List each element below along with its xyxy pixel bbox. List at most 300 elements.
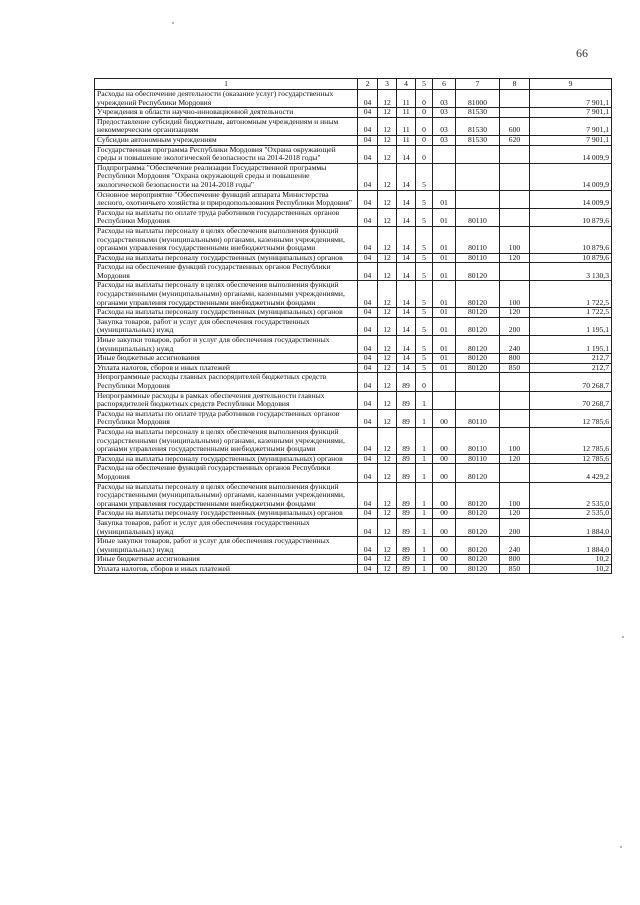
code-cell: 80110 bbox=[456, 208, 500, 226]
code-cell: 12 bbox=[378, 108, 397, 118]
code-cell bbox=[456, 391, 500, 409]
code-cell: 04 bbox=[358, 117, 378, 135]
code-cell: 5 bbox=[416, 363, 433, 373]
code-cell: 80110 bbox=[456, 409, 500, 427]
row-name-cell: Основное мероприятие "Обеспечение функций аппарата Министерства лесного, охотничьего хозяйства и природопользования Республики Мордовия" bbox=[95, 190, 358, 208]
row-name-cell: Расходы на выплаты персоналу государственных (муниципальных) органов bbox=[95, 509, 358, 519]
code-cell: 01 bbox=[433, 226, 456, 253]
amount-cell: 4 429,2 bbox=[530, 464, 612, 482]
code-cell: 00 bbox=[433, 454, 456, 464]
code-cell: 12 bbox=[378, 518, 397, 536]
code-cell: 12 bbox=[378, 409, 397, 427]
amount-cell: 7 901,1 bbox=[530, 135, 612, 145]
code-cell: 14 bbox=[397, 317, 416, 335]
code-cell: 120 bbox=[500, 509, 530, 519]
code-cell: 1 bbox=[416, 427, 433, 454]
amount-cell: 2 535,0 bbox=[530, 482, 612, 509]
row-name-cell: Расходы на выплаты персоналу в целях обеспечения выполнения функций государственными (муниципальными) органами, казенными учреждениями, органами управления государственными внебюджетными фондами bbox=[95, 281, 358, 308]
table-row bbox=[95, 281, 612, 308]
table-row bbox=[95, 482, 612, 509]
code-cell: 14 bbox=[397, 163, 416, 190]
code-cell: 01 bbox=[433, 354, 456, 364]
code-cell: 12 bbox=[378, 135, 397, 145]
code-cell: 1 bbox=[416, 555, 433, 565]
code-cell: 12 bbox=[378, 509, 397, 519]
code-cell: 14 bbox=[397, 336, 416, 354]
code-cell: 1 bbox=[416, 509, 433, 519]
scan-speck bbox=[620, 846, 622, 848]
code-cell: 80120 bbox=[456, 537, 500, 555]
code-cell bbox=[433, 163, 456, 190]
code-cell: 00 bbox=[433, 509, 456, 519]
amount-cell: 212,7 bbox=[530, 363, 612, 373]
row-name-cell: Расходы на выплаты персоналу государственных (муниципальных) органов bbox=[95, 308, 358, 318]
code-cell: 01 bbox=[433, 253, 456, 263]
code-cell: 04 bbox=[358, 363, 378, 373]
amount-cell: 14 009,9 bbox=[530, 145, 612, 163]
amount-cell: 1 884,0 bbox=[530, 518, 612, 536]
code-cell: 89 bbox=[397, 427, 416, 454]
header-cell: 8 bbox=[500, 79, 530, 90]
table-row bbox=[95, 190, 612, 208]
code-cell: 0 bbox=[416, 90, 433, 108]
code-cell: 80120 bbox=[456, 308, 500, 318]
code-cell: 5 bbox=[416, 163, 433, 190]
code-cell: 03 bbox=[433, 90, 456, 108]
table-row bbox=[95, 454, 612, 464]
code-cell: 12 bbox=[378, 427, 397, 454]
code-cell: 5 bbox=[416, 317, 433, 335]
row-name-cell: Иные бюджетные ассигнования bbox=[95, 555, 358, 565]
table-row bbox=[95, 518, 612, 536]
code-cell: 11 bbox=[397, 108, 416, 118]
row-name-cell: Расходы на выплаты персоналу государственных (муниципальных) органов bbox=[95, 253, 358, 263]
row-name-cell: Непрограммные расходы главных распорядителей бюджетных средств Республики Мордовия bbox=[95, 373, 358, 391]
code-cell: 00 bbox=[433, 409, 456, 427]
amount-cell: 70 268,7 bbox=[530, 391, 612, 409]
code-cell: 04 bbox=[358, 509, 378, 519]
code-cell: 01 bbox=[433, 363, 456, 373]
header-cell: 5 bbox=[416, 79, 433, 90]
row-name-cell: Иные закупки товаров, работ и услуг для обеспечения государственных (муниципальных) нужд bbox=[95, 537, 358, 555]
code-cell: 240 bbox=[500, 537, 530, 555]
code-cell: 89 bbox=[397, 564, 416, 574]
code-cell bbox=[500, 373, 530, 391]
code-cell bbox=[500, 208, 530, 226]
amount-cell: 1 195,1 bbox=[530, 336, 612, 354]
code-cell: 5 bbox=[416, 263, 433, 281]
amount-cell: 12 785,6 bbox=[530, 409, 612, 427]
row-name-cell: Субсидии автономным учреждениям bbox=[95, 135, 358, 145]
amount-cell: 7 901,1 bbox=[530, 108, 612, 118]
amount-cell: 12 785,6 bbox=[530, 454, 612, 464]
code-cell: 5 bbox=[416, 336, 433, 354]
row-name-cell: Расходы на выплаты персоналу в целях обеспечения выполнения функций государственными (муниципальными) органами, казенными учреждениями, органами управления государственными внебюджетными фондами bbox=[95, 226, 358, 253]
row-name-cell: Государственная программа Республики Мордовия "Охрана окружающей среды и повышение экологической безопасности на 2014-2018 годы" bbox=[95, 145, 358, 163]
code-cell: 12 bbox=[378, 117, 397, 135]
code-cell: 89 bbox=[397, 464, 416, 482]
code-cell bbox=[500, 145, 530, 163]
code-cell: 04 bbox=[358, 163, 378, 190]
code-cell: 100 bbox=[500, 427, 530, 454]
code-cell: 14 bbox=[397, 145, 416, 163]
amount-cell: 70 268,7 bbox=[530, 373, 612, 391]
code-cell: 120 bbox=[500, 308, 530, 318]
row-name-cell: Расходы на обеспечение функций государственных органов Республики Мордовия bbox=[95, 263, 358, 281]
code-cell: 80120 bbox=[456, 564, 500, 574]
code-cell: 80110 bbox=[456, 253, 500, 263]
code-cell: 100 bbox=[500, 482, 530, 509]
code-cell: 89 bbox=[397, 537, 416, 555]
page-number: 66 bbox=[576, 46, 588, 60]
code-cell: 81530 bbox=[456, 108, 500, 118]
code-cell: 12 bbox=[378, 317, 397, 335]
amount-cell: 2 535,0 bbox=[530, 509, 612, 519]
code-cell: 04 bbox=[358, 90, 378, 108]
table-row bbox=[95, 409, 612, 427]
code-cell: 80120 bbox=[456, 317, 500, 335]
code-cell: 0 bbox=[416, 117, 433, 135]
code-cell: 12 bbox=[378, 555, 397, 565]
table-row bbox=[95, 391, 612, 409]
code-cell: 03 bbox=[433, 135, 456, 145]
table-body bbox=[95, 90, 612, 574]
code-cell: 80120 bbox=[456, 509, 500, 519]
code-cell: 1 bbox=[416, 391, 433, 409]
code-cell bbox=[433, 145, 456, 163]
code-cell: 12 bbox=[378, 354, 397, 364]
code-cell: 12 bbox=[378, 537, 397, 555]
code-cell: 1 bbox=[416, 564, 433, 574]
code-cell: 12 bbox=[378, 373, 397, 391]
code-cell: 12 bbox=[378, 464, 397, 482]
code-cell: 04 bbox=[358, 373, 378, 391]
code-cell: 89 bbox=[397, 391, 416, 409]
code-cell: 00 bbox=[433, 482, 456, 509]
amount-cell: 10,2 bbox=[530, 555, 612, 565]
amount-cell: 212,7 bbox=[530, 354, 612, 364]
code-cell: 03 bbox=[433, 108, 456, 118]
table-row bbox=[95, 317, 612, 335]
code-cell: 14 bbox=[397, 354, 416, 364]
code-cell: 81000 bbox=[456, 90, 500, 108]
code-cell: 00 bbox=[433, 427, 456, 454]
row-name-cell: Уплата налогов, сборов и иных платежей bbox=[95, 564, 358, 574]
code-cell: 89 bbox=[397, 518, 416, 536]
code-cell: 12 bbox=[378, 263, 397, 281]
table-row bbox=[95, 90, 612, 108]
code-cell: 81530 bbox=[456, 117, 500, 135]
code-cell: 01 bbox=[433, 190, 456, 208]
code-cell: 12 bbox=[378, 190, 397, 208]
code-cell: 100 bbox=[500, 226, 530, 253]
header-cell: 9 bbox=[530, 79, 612, 90]
code-cell: 14 bbox=[397, 363, 416, 373]
code-cell: 04 bbox=[358, 537, 378, 555]
header-cell: 2 bbox=[358, 79, 378, 90]
code-cell bbox=[456, 373, 500, 391]
code-cell bbox=[456, 190, 500, 208]
code-cell: 800 bbox=[500, 354, 530, 364]
amount-cell: 10 879,6 bbox=[530, 253, 612, 263]
code-cell: 5 bbox=[416, 208, 433, 226]
code-cell: 120 bbox=[500, 454, 530, 464]
code-cell: 04 bbox=[358, 564, 378, 574]
code-cell: 0 bbox=[416, 135, 433, 145]
code-cell: 04 bbox=[358, 263, 378, 281]
code-cell: 00 bbox=[433, 464, 456, 482]
code-cell: 80120 bbox=[456, 363, 500, 373]
code-cell: 00 bbox=[433, 537, 456, 555]
table-row bbox=[95, 373, 612, 391]
code-cell: 800 bbox=[500, 555, 530, 565]
code-cell: 04 bbox=[358, 464, 378, 482]
code-cell: 1 bbox=[416, 482, 433, 509]
code-cell: 850 bbox=[500, 363, 530, 373]
code-cell: 80110 bbox=[456, 427, 500, 454]
code-cell bbox=[500, 391, 530, 409]
code-cell: 240 bbox=[500, 336, 530, 354]
code-cell bbox=[500, 163, 530, 190]
code-cell bbox=[456, 163, 500, 190]
code-cell: 14 bbox=[397, 190, 416, 208]
code-cell: 14 bbox=[397, 308, 416, 318]
table-row bbox=[95, 336, 612, 354]
code-cell: 12 bbox=[378, 90, 397, 108]
scan-speck bbox=[172, 22, 174, 24]
row-name-cell: Расходы на выплаты персоналу в целях обеспечения выполнения функций государственными (муниципальными) органами, казенными учреждениями, органами управления государственными внебюджетными фондами bbox=[95, 427, 358, 454]
code-cell: 01 bbox=[433, 281, 456, 308]
code-cell: 850 bbox=[500, 564, 530, 574]
amount-cell: 10 879,6 bbox=[530, 226, 612, 253]
table-row bbox=[95, 564, 612, 574]
row-name-cell: Расходы на обеспечение функций государственных органов Республики Мордовия bbox=[95, 464, 358, 482]
code-cell: 0 bbox=[416, 145, 433, 163]
code-cell: 12 bbox=[378, 163, 397, 190]
code-cell: 120 bbox=[500, 253, 530, 263]
code-cell: 5 bbox=[416, 354, 433, 364]
code-cell: 620 bbox=[500, 135, 530, 145]
header-cell: 3 bbox=[378, 79, 397, 90]
code-cell: 12 bbox=[378, 226, 397, 253]
code-cell: 1 bbox=[416, 464, 433, 482]
amount-cell: 14 009,9 bbox=[530, 163, 612, 190]
row-name-cell: Уплата налогов, сборов и иных платежей bbox=[95, 363, 358, 373]
code-cell: 00 bbox=[433, 518, 456, 536]
code-cell: 01 bbox=[433, 336, 456, 354]
code-cell: 11 bbox=[397, 90, 416, 108]
code-cell: 89 bbox=[397, 373, 416, 391]
code-cell: 11 bbox=[397, 117, 416, 135]
table-row bbox=[95, 135, 612, 145]
code-cell: 04 bbox=[358, 208, 378, 226]
code-cell: 04 bbox=[358, 482, 378, 509]
amount-cell: 1 722,5 bbox=[530, 281, 612, 308]
code-cell: 12 bbox=[378, 391, 397, 409]
code-cell: 80120 bbox=[456, 518, 500, 536]
code-cell: 89 bbox=[397, 454, 416, 464]
amount-cell: 1 195,1 bbox=[530, 317, 612, 335]
table-row bbox=[95, 145, 612, 163]
code-cell: 04 bbox=[358, 281, 378, 308]
code-cell: 5 bbox=[416, 190, 433, 208]
row-name-cell: Подпрограмма "Обеспечение реализации Государственной программы Республики Мордовия "Охрана окружающей среды и повышение экологической безопасности на 2014-2018 годы" bbox=[95, 163, 358, 190]
code-cell: 0 bbox=[416, 373, 433, 391]
code-cell: 04 bbox=[358, 108, 378, 118]
code-cell: 5 bbox=[416, 226, 433, 253]
amount-cell: 1 884,0 bbox=[530, 537, 612, 555]
code-cell: 04 bbox=[358, 427, 378, 454]
header-cell: 4 bbox=[397, 79, 416, 90]
code-cell bbox=[500, 108, 530, 118]
code-cell: 00 bbox=[433, 564, 456, 574]
code-cell: 80120 bbox=[456, 555, 500, 565]
code-cell: 12 bbox=[378, 363, 397, 373]
code-cell: 12 bbox=[378, 564, 397, 574]
amount-cell: 1 722,5 bbox=[530, 308, 612, 318]
table-row bbox=[95, 427, 612, 454]
code-cell: 89 bbox=[397, 509, 416, 519]
table-row bbox=[95, 208, 612, 226]
code-cell: 04 bbox=[358, 555, 378, 565]
amount-cell: 10,2 bbox=[530, 564, 612, 574]
row-name-cell: Предоставление субсидий бюджетным, автономным учреждениям и иным некоммерческим организациям bbox=[95, 117, 358, 135]
table-header-row bbox=[95, 79, 612, 90]
code-cell bbox=[456, 145, 500, 163]
code-cell: 200 bbox=[500, 317, 530, 335]
table-row bbox=[95, 263, 612, 281]
code-cell bbox=[500, 190, 530, 208]
code-cell: 12 bbox=[378, 145, 397, 163]
amount-cell: 3 130,3 bbox=[530, 263, 612, 281]
table-row bbox=[95, 555, 612, 565]
table-row bbox=[95, 108, 612, 118]
code-cell: 89 bbox=[397, 482, 416, 509]
code-cell: 80120 bbox=[456, 354, 500, 364]
code-cell: 1 bbox=[416, 409, 433, 427]
amount-cell: 7 901,1 bbox=[530, 117, 612, 135]
code-cell: 5 bbox=[416, 281, 433, 308]
table-row bbox=[95, 509, 612, 519]
header-cell: 1 bbox=[95, 79, 358, 90]
code-cell: 04 bbox=[358, 518, 378, 536]
code-cell: 80110 bbox=[456, 454, 500, 464]
code-cell: 04 bbox=[358, 354, 378, 364]
table-row bbox=[95, 363, 612, 373]
code-cell: 1 bbox=[416, 518, 433, 536]
code-cell bbox=[500, 263, 530, 281]
code-cell: 04 bbox=[358, 135, 378, 145]
scan-speck bbox=[622, 636, 624, 638]
code-cell: 04 bbox=[358, 409, 378, 427]
code-cell: 04 bbox=[358, 308, 378, 318]
header-cell: 7 bbox=[456, 79, 500, 90]
row-name-cell: Расходы на обеспечение деятельности (оказание услуг) государственных учреждений Республики Мордовия bbox=[95, 90, 358, 108]
code-cell: 600 bbox=[500, 117, 530, 135]
budget-table bbox=[94, 78, 612, 574]
row-name-cell: Расходы на выплаты персоналу в целях обеспечения выполнения функций государственными (муниципальными) органами, казенными учреждениями, органами управления государственными внебюджетными фондами bbox=[95, 482, 358, 509]
code-cell: 12 bbox=[378, 208, 397, 226]
code-cell: 14 bbox=[397, 208, 416, 226]
code-cell bbox=[433, 391, 456, 409]
code-cell: 5 bbox=[416, 253, 433, 263]
code-cell bbox=[433, 373, 456, 391]
code-cell: 12 bbox=[378, 336, 397, 354]
code-cell: 80120 bbox=[456, 464, 500, 482]
row-name-cell: Непрограммные расходы в рамках обеспечения деятельности главных распорядителей бюджетных средств Республики Мордовия bbox=[95, 391, 358, 409]
code-cell: 100 bbox=[500, 281, 530, 308]
code-cell: 11 bbox=[397, 135, 416, 145]
code-cell: 1 bbox=[416, 454, 433, 464]
code-cell: 04 bbox=[358, 336, 378, 354]
code-cell: 01 bbox=[433, 308, 456, 318]
code-cell: 12 bbox=[378, 253, 397, 263]
code-cell: 80120 bbox=[456, 281, 500, 308]
table-row bbox=[95, 117, 612, 135]
code-cell: 5 bbox=[416, 308, 433, 318]
code-cell: 0 bbox=[416, 108, 433, 118]
code-cell: 12 bbox=[378, 281, 397, 308]
code-cell: 04 bbox=[358, 253, 378, 263]
code-cell: 1 bbox=[416, 537, 433, 555]
code-cell: 89 bbox=[397, 555, 416, 565]
table-row bbox=[95, 537, 612, 555]
code-cell: 200 bbox=[500, 518, 530, 536]
row-name-cell: Иные закупки товаров, работ и услуг для обеспечения государственных (муниципальных) нужд bbox=[95, 336, 358, 354]
row-name-cell: Закупка товаров, работ и услуг для обеспечения государственных (муниципальных) нужд bbox=[95, 518, 358, 536]
code-cell: 14 bbox=[397, 253, 416, 263]
code-cell: 03 bbox=[433, 117, 456, 135]
row-name-cell: Закупка товаров, работ и услуг для обеспечения государственных (муниципальных) нужд bbox=[95, 317, 358, 335]
row-name-cell: Расходы на выплаты по оплате труда работников государственных органов Республики Мордовия bbox=[95, 409, 358, 427]
code-cell: 80110 bbox=[456, 226, 500, 253]
table-row bbox=[95, 464, 612, 482]
code-cell: 04 bbox=[358, 145, 378, 163]
code-cell: 12 bbox=[378, 454, 397, 464]
code-cell: 12 bbox=[378, 482, 397, 509]
code-cell: 04 bbox=[358, 190, 378, 208]
code-cell: 04 bbox=[358, 454, 378, 464]
code-cell: 04 bbox=[358, 317, 378, 335]
row-name-cell: Расходы на выплаты по оплате труда работников государственных органов Республики Мордовия bbox=[95, 208, 358, 226]
table-row bbox=[95, 253, 612, 263]
table-row bbox=[95, 163, 612, 190]
code-cell: 12 bbox=[378, 308, 397, 318]
code-cell: 80120 bbox=[456, 263, 500, 281]
code-cell bbox=[500, 90, 530, 108]
code-cell: 01 bbox=[433, 208, 456, 226]
code-cell: 89 bbox=[397, 409, 416, 427]
row-name-cell: Иные бюджетные ассигнования bbox=[95, 354, 358, 364]
code-cell: 81530 bbox=[456, 135, 500, 145]
code-cell: 00 bbox=[433, 555, 456, 565]
code-cell: 04 bbox=[358, 226, 378, 253]
code-cell: 14 bbox=[397, 263, 416, 281]
code-cell: 01 bbox=[433, 317, 456, 335]
amount-cell: 7 901,1 bbox=[530, 90, 612, 108]
code-cell: 80120 bbox=[456, 336, 500, 354]
table-row bbox=[95, 226, 612, 253]
code-cell: 14 bbox=[397, 281, 416, 308]
amount-cell: 14 009,9 bbox=[530, 190, 612, 208]
header-cell: 6 bbox=[433, 79, 456, 90]
code-cell: 80120 bbox=[456, 482, 500, 509]
table-row bbox=[95, 354, 612, 364]
amount-cell: 10 879,6 bbox=[530, 208, 612, 226]
table-row bbox=[95, 308, 612, 318]
code-cell: 01 bbox=[433, 263, 456, 281]
row-name-cell: Расходы на выплаты персоналу государственных (муниципальных) органов bbox=[95, 454, 358, 464]
